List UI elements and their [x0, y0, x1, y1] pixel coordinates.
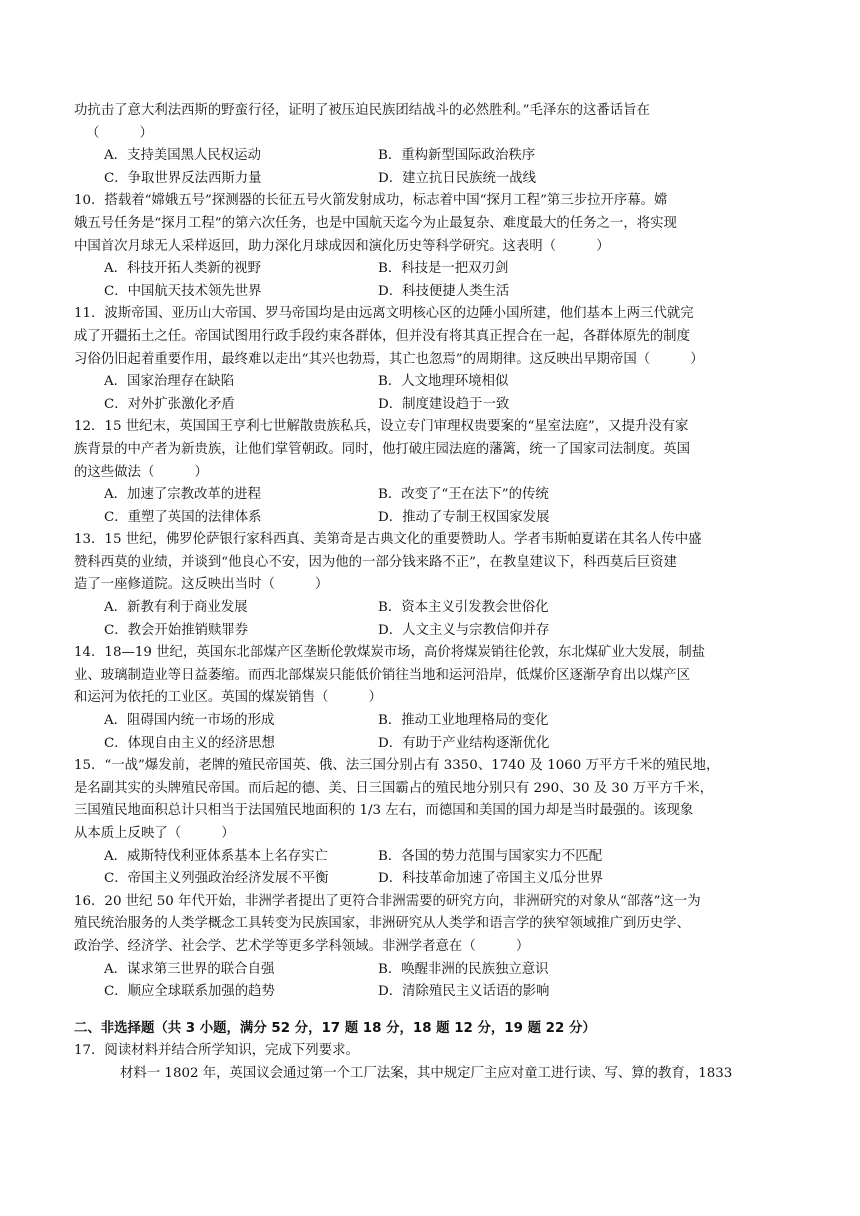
- option-c[interactable]: C．教会开始推销赎罪券: [104, 622, 249, 638]
- question-text-line: 16．20 世纪 50 年代开始，非洲学者提出了更符合非洲需要的研究方向，非洲研究的对象从“部落”这一为: [74, 893, 701, 909]
- question-text-line: 成了开疆拓土之任。帝国试图用行政手段约束各群体，但并没有将其真正捏合在一起，各群体原先的制度: [74, 328, 690, 344]
- option-a[interactable]: A．科技开拓人类新的视野: [104, 261, 261, 277]
- question-text-line: 三国殖民地面积总计只相当于法国殖民地面积的 1/3 左右，而德国和美国的国力却是当时最强的。该现象: [74, 803, 694, 819]
- option-d[interactable]: D．有助于产业结构逐渐优化: [378, 735, 550, 751]
- question-text-line: 中国首次月球无人采样返回，助力深化月球成因和演化历史等科学研究。这表明（ ）: [74, 238, 610, 254]
- option-a[interactable]: A．国家治理存在缺陷: [104, 374, 235, 390]
- question-text-line: 11．波斯帝国、亚历山大帝国、罗马帝国均是由远离文明核心区的边陲小国所建，他们基本上两三代就完: [74, 306, 694, 322]
- option-d[interactable]: D．科技便捷人类生活: [378, 283, 510, 299]
- option-c[interactable]: C．对外扩张激化矛盾: [104, 396, 235, 412]
- question-text-line: 习俗仍旧起着重要作用，最终难以走出“其兴也勃焉，其亡也忽焉”的周期律。这反映出早期帝国（ ）: [74, 351, 704, 367]
- question-text-line: 的这些做法（ ）: [74, 464, 208, 480]
- option-b[interactable]: B．科技是一把双刃剑: [378, 261, 509, 277]
- question-text-line: 殖民统治服务的人类学概念工具转变为民族国家，非洲研究从人类学和语言学的狭窄领域推广到历史学、: [74, 916, 690, 932]
- question-15: [74, 755, 788, 891]
- question-16: [74, 891, 788, 1004]
- question-text-line: 是名副其实的头牌殖民帝国。而后起的德、美、日三国霸占的殖民地分别只有 290、30 及 30 万平方千米，: [74, 780, 714, 796]
- option-b[interactable]: B．各国的势力范围与国家实力不匹配: [378, 848, 603, 864]
- question-text-line: 造了一座修道院。这反映出当时（ ）: [74, 577, 329, 593]
- answer-bracket: （ ）: [86, 125, 153, 141]
- option-b[interactable]: B．人文地理环境相似: [378, 374, 509, 390]
- question-text-line: 族背景的中产者为新贵族，让他们掌管朝政。同时，他打破庄园法庭的藩篱，统一了国家司法制度。英国: [74, 441, 690, 457]
- question-text-line: 从本质上反映了（ ）: [74, 826, 235, 841]
- question-text-line: 14．18—19 世纪，英国东北部煤产区垄断伦敦煤炭市场，高价将煤炭销往伦敦，东北煤矿业大发展，制盐: [74, 645, 706, 661]
- option-c[interactable]: C．重塑了英国的法律体系: [104, 509, 262, 525]
- option-c[interactable]: C．中国航天技术领先世界: [104, 283, 262, 299]
- question-13: [74, 529, 788, 642]
- question-text-line: 业、玻璃制造业等日益萎缩。而西北部煤炭只能低价销往当地和运河沿岸，低煤价区逐渐孕育出以煤产区: [74, 667, 690, 683]
- option-b[interactable]: B．推动工业地理格局的变化: [378, 713, 549, 729]
- question-text-line: 政治学、经济学、社会学、艺术学等更多学科领域。非洲学者意在（ ）: [74, 938, 530, 954]
- option-d[interactable]: D．建立抗日民族统一战线: [378, 170, 537, 186]
- question-text-line: 赞科西莫的业绩，并谈到“他良心不安，因为他的一部分钱来路不正”，在教皇建议下，科西莫后巨资建: [74, 554, 677, 570]
- question-17: [74, 1040, 788, 1085]
- question-text-line: 17．阅读材料并结合所学知识，完成下列要求。: [74, 1043, 359, 1059]
- question-text-line: 12．15 世纪末，英国国王亨利七世解散贵族私兵，设立专门审理权贵要案的“星室法庭”，又提升没有家: [74, 419, 689, 435]
- option-d[interactable]: D．人文主义与宗教信仰并存: [378, 622, 550, 638]
- option-d[interactable]: D．制度建设趋于一致: [378, 396, 510, 412]
- question-text-line: 和运河为依托的工业区。英国的煤炭销售（ ）: [74, 690, 382, 706]
- question-10: [74, 190, 788, 303]
- question-14: [74, 642, 788, 755]
- option-c[interactable]: C．帝国主义列强政治经济发展不平衡: [104, 871, 329, 887]
- option-d[interactable]: D．推动了专制王权国家发展: [378, 509, 550, 525]
- question-text-line: 娥五号任务是“探月工程”的第六次任务，也是中国航天迄今为止最复杂、难度最大的任务之一，将实现: [74, 215, 677, 231]
- material-text-line: 材料一 1802 年，英国议会通过第一个工厂法案，其中规定厂主应对童工进行读、写、算的教育，1833: [120, 1065, 733, 1081]
- question-9: [74, 100, 788, 190]
- option-d[interactable]: D．清除殖民主义话语的影响: [378, 984, 550, 1000]
- option-b[interactable]: B．资本主义引发教会世俗化: [378, 600, 549, 616]
- question-text-line: 15．“一战”爆发前，老牌的殖民帝国英、俄、法三国分别占有 3350、1740 及 1060 万平方千米的殖民地，: [74, 758, 720, 774]
- option-a[interactable]: A．谋求第三世界的联合自强: [104, 961, 275, 977]
- option-c[interactable]: C．争取世界反法西斯力量: [104, 170, 262, 186]
- option-b[interactable]: B．唤醒非洲的民族独立意识: [378, 961, 549, 977]
- option-c[interactable]: C．顺应全球联系加强的趋势: [104, 984, 275, 1000]
- question-12: [74, 416, 788, 529]
- question-text-line: 10．搭载着“嫦娥五号”探测器的长征五号火箭发射成功，标志着中国“探月工程”第三步拉开序幕。嫦: [74, 193, 668, 209]
- option-a[interactable]: A．支持美国黑人民权运动: [104, 148, 261, 164]
- option-a[interactable]: A．新教有利于商业发展: [104, 600, 248, 616]
- option-a[interactable]: A．阻碍国内统一市场的形成: [104, 713, 275, 729]
- option-b[interactable]: B．重构新型国际政治秩序: [378, 148, 536, 164]
- option-c[interactable]: C．体现自由主义的经济思想: [104, 735, 275, 751]
- question-text-line: 13．15 世纪，佛罗伦萨银行家科西真、美第奇是古典文化的重要赞助人。学者韦斯帕夏诺在其名人传中盛: [74, 532, 702, 548]
- section-heading: 二、非选择题（共 3 小题，满分 52 分，17 题 18 分，18 题 12 分，19 题 22 分）: [74, 1020, 596, 1036]
- exam-page: [74, 100, 788, 1086]
- option-d[interactable]: D．科技革命加速了帝国主义瓜分世界: [378, 871, 603, 887]
- option-b[interactable]: B．改变了“王在法下”的传统: [378, 487, 549, 503]
- option-a[interactable]: A．威斯特伐利亚体系基本上名存实亡: [104, 848, 328, 864]
- question-11: [74, 303, 788, 416]
- question-text-line: 功抗击了意大利法西斯的野蛮行径，证明了被压迫民族团结战斗的必然胜利。”毛泽东的这番话旨在: [74, 103, 650, 118]
- option-a[interactable]: A．加速了宗教改革的进程: [104, 487, 261, 503]
